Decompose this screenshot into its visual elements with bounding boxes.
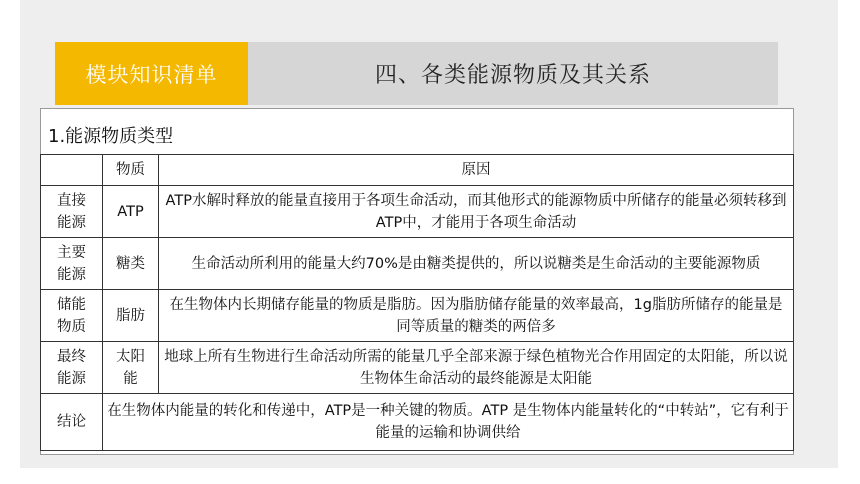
reason-cell: 在生物体内长期储存能量的物质是脂肪。因为脂肪储存能量的效率最高，1g脂肪所储存的能量是同等质量的糖类的两倍多: [159, 290, 794, 342]
slide-title: 四、各类能源物质及其关系: [374, 63, 651, 88]
table-header-row: [41, 155, 794, 186]
category-cell: 最终能源: [41, 342, 103, 394]
substance-cell: ATP: [103, 186, 159, 238]
table-row: [41, 186, 794, 238]
header-cell-empty: [41, 155, 103, 186]
category-cell: 直接能源: [41, 186, 103, 238]
conclusion-text: 在生物体内能量的转化和传递中，ATP是一种关键的物质。ATP 是生物体内能量转化的“中转站”，它有利于能量的运输和协调供给: [103, 394, 794, 451]
slide-title-bar: [248, 42, 778, 105]
conclusion-row: [41, 394, 794, 451]
module-tag: [55, 42, 248, 105]
table-row: [41, 238, 794, 290]
header-cell-reason: 原因: [159, 155, 794, 186]
category-cell: 主要能源: [41, 238, 103, 290]
substance-cell: 太阳能: [103, 342, 159, 394]
table-row: [41, 342, 794, 394]
module-tag-label: 模块知识清单: [85, 62, 218, 87]
substance-cell: 糖类: [103, 238, 159, 290]
category-cell: 储能物质: [41, 290, 103, 342]
reason-cell: 地球上所有生物进行生命活动所需的能量几乎全部来源于绿色植物光合作用固定的太阳能，所以说生物体生命活动的最终能源是太阳能: [159, 342, 794, 394]
substance-cell: 脂肪: [103, 290, 159, 342]
conclusion-label: 结论: [41, 394, 103, 451]
energy-table: [40, 154, 794, 451]
reason-cell: 生命活动所利用的能量大约70%是由糖类提供的，所以说糖类是生命活动的主要能源物质: [159, 238, 794, 290]
header-cell-substance: 物质: [103, 155, 159, 186]
section-title: 1.能源物质类型: [48, 126, 174, 147]
reason-cell: ATP水解时释放的能量直接用于各项生命活动，而其他形式的能源物质中所储存的能量必须转移到ATP中，才能用于各项生命活动: [159, 186, 794, 238]
table-row: [41, 290, 794, 342]
